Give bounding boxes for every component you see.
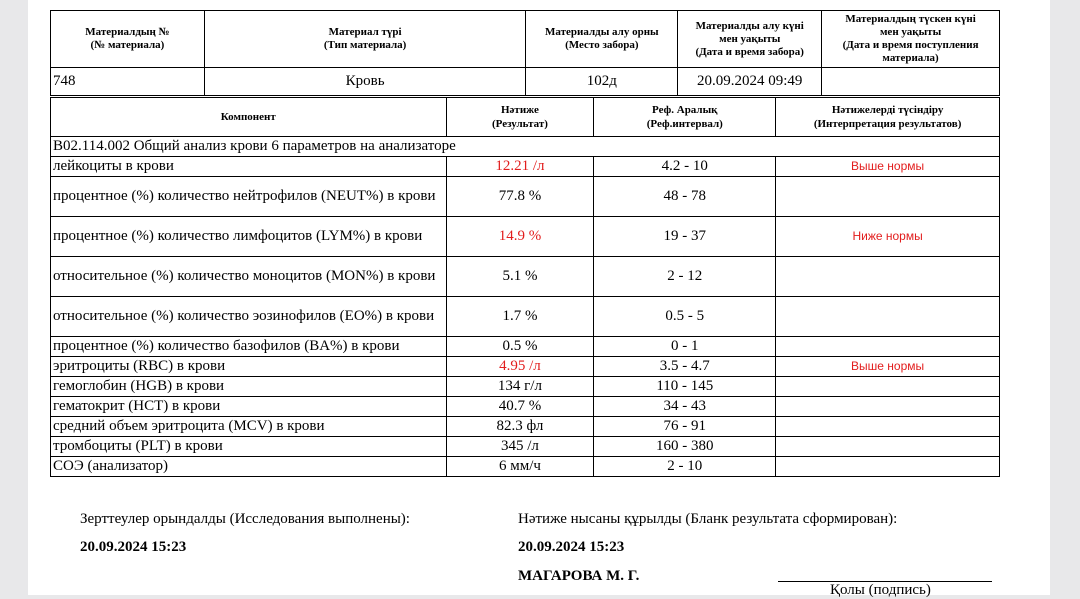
row-reference-range: 34 - 43 (594, 397, 776, 417)
row-interpretation (776, 437, 1000, 457)
row-component-name: процентное (%) количество нейтрофилов (NEUT%) в крови (51, 177, 447, 217)
header-material-type: Материал түрі (Тип материала) (204, 11, 526, 68)
row-component-name: относительное (%) количество эозинофилов (EO%) в крови (51, 297, 447, 337)
row-interpretation (776, 457, 1000, 477)
row-component-name: лейкоциты в крови (51, 157, 447, 177)
row-reference-range: 3.5 - 4.7 (594, 357, 776, 377)
row-component-name: СОЭ (анализатор) (51, 457, 447, 477)
results-rows (51, 157, 1000, 477)
row-reference-range: 2 - 12 (594, 257, 776, 297)
row-result-value: 77.8 % (446, 177, 594, 217)
row-reference-range: 110 - 145 (594, 377, 776, 397)
row-reference-range: 48 - 78 (594, 177, 776, 217)
row-result-value: 14.9 % (446, 217, 594, 257)
table-row (51, 417, 1000, 437)
row-component-name: гематокрит (HCT) в крови (51, 397, 447, 417)
table-row (51, 337, 1000, 357)
received-datetime (822, 68, 1000, 96)
collection-place: 102д (526, 68, 678, 96)
row-interpretation (776, 397, 1000, 417)
material-number: 748 (51, 68, 205, 96)
row-interpretation: Ниже нормы (776, 217, 1000, 257)
column-component: Компонент (51, 98, 447, 137)
done-date: 20.09.2024 15:23 (80, 539, 187, 555)
row-component-name: гемоглобин (HGB) в крови (51, 377, 447, 397)
row-result-value: 345 /л (446, 437, 594, 457)
collection-datetime: 20.09.2024 09:49 (678, 68, 822, 96)
row-result-value: 5.1 % (446, 257, 594, 297)
row-component-name: эритроциты (RBC) в крови (51, 357, 447, 377)
signature-label: Қолы (подпись) (830, 582, 931, 598)
row-interpretation (776, 257, 1000, 297)
row-result-value: 40.7 % (446, 397, 594, 417)
table-row (51, 377, 1000, 397)
row-reference-range: 19 - 37 (594, 217, 776, 257)
formed-label: Нәтиже нысаны құрылды (Бланк результата сформирован): (518, 511, 898, 527)
row-interpretation (776, 177, 1000, 217)
row-reference-range: 160 - 380 (594, 437, 776, 457)
row-reference-range: 0.5 - 5 (594, 297, 776, 337)
table-row (51, 217, 1000, 257)
header-received-datetime: Материалдың түскен күні мен уақыты (Дата и время поступления материала) (822, 11, 1000, 68)
row-result-value: 1.7 % (446, 297, 594, 337)
row-result-value: 4.95 /л (446, 357, 594, 377)
row-component-name: средний объем эритроцита (MCV) в крови (51, 417, 447, 437)
row-component-name: процентное (%) количество лимфоцитов (LYM%) в крови (51, 217, 447, 257)
row-reference-range: 2 - 10 (594, 457, 776, 477)
row-result-value: 134 г/л (446, 377, 594, 397)
row-result-value: 0.5 % (446, 337, 594, 357)
section-title: B02.114.002 Общий анализ крови 6 параметров на анализаторе (51, 137, 1000, 157)
row-component-name: относительное (%) количество моноцитов (MON%) в крови (51, 257, 447, 297)
table-row (51, 157, 1000, 177)
row-component-name: процентное (%) количество базофилов (BA%) в крови (51, 337, 447, 357)
header-material-number: Материалдың № (№ материала) (51, 11, 205, 68)
table-row (51, 397, 1000, 417)
row-reference-range: 0 - 1 (594, 337, 776, 357)
row-interpretation: Выше нормы (776, 157, 1000, 177)
row-interpretation (776, 297, 1000, 337)
table-row (51, 357, 1000, 377)
row-interpretation: Выше нормы (776, 357, 1000, 377)
table-row (51, 297, 1000, 337)
formed-date: 20.09.2024 15:23 (518, 539, 625, 555)
row-result-value: 12.21 /л (446, 157, 594, 177)
row-result-value: 6 мм/ч (446, 457, 594, 477)
row-component-name: тромбоциты (PLT) в крови (51, 437, 447, 457)
material-type: Кровь (204, 68, 526, 96)
table-row (51, 257, 1000, 297)
done-label: Зерттеулер орындалды (Исследования выполнены): (80, 511, 410, 527)
row-interpretation (776, 337, 1000, 357)
header-collection-datetime: Материалды алу күні мен уақыты (Дата и время забора) (678, 11, 822, 68)
column-interpretation: Нәтижелерді түсіндіру (Интерпретация результатов) (776, 98, 1000, 137)
row-reference-range: 4.2 - 10 (594, 157, 776, 177)
row-result-value: 82.3 фл (446, 417, 594, 437)
table-row (51, 437, 1000, 457)
column-reference: Реф. Аралық (Реф.интервал) (594, 98, 776, 137)
material-header-table (50, 10, 1000, 96)
table-row (51, 457, 1000, 477)
results-table (50, 97, 1000, 477)
row-reference-range: 76 - 91 (594, 417, 776, 437)
doctor-name: МАГАРОВА М. Г. (518, 568, 640, 584)
header-collection-place: Материалды алу орны (Место забора) (526, 11, 678, 68)
table-row (51, 177, 1000, 217)
row-interpretation (776, 377, 1000, 397)
row-interpretation (776, 417, 1000, 437)
column-result: Нәтиже (Результат) (446, 98, 594, 137)
